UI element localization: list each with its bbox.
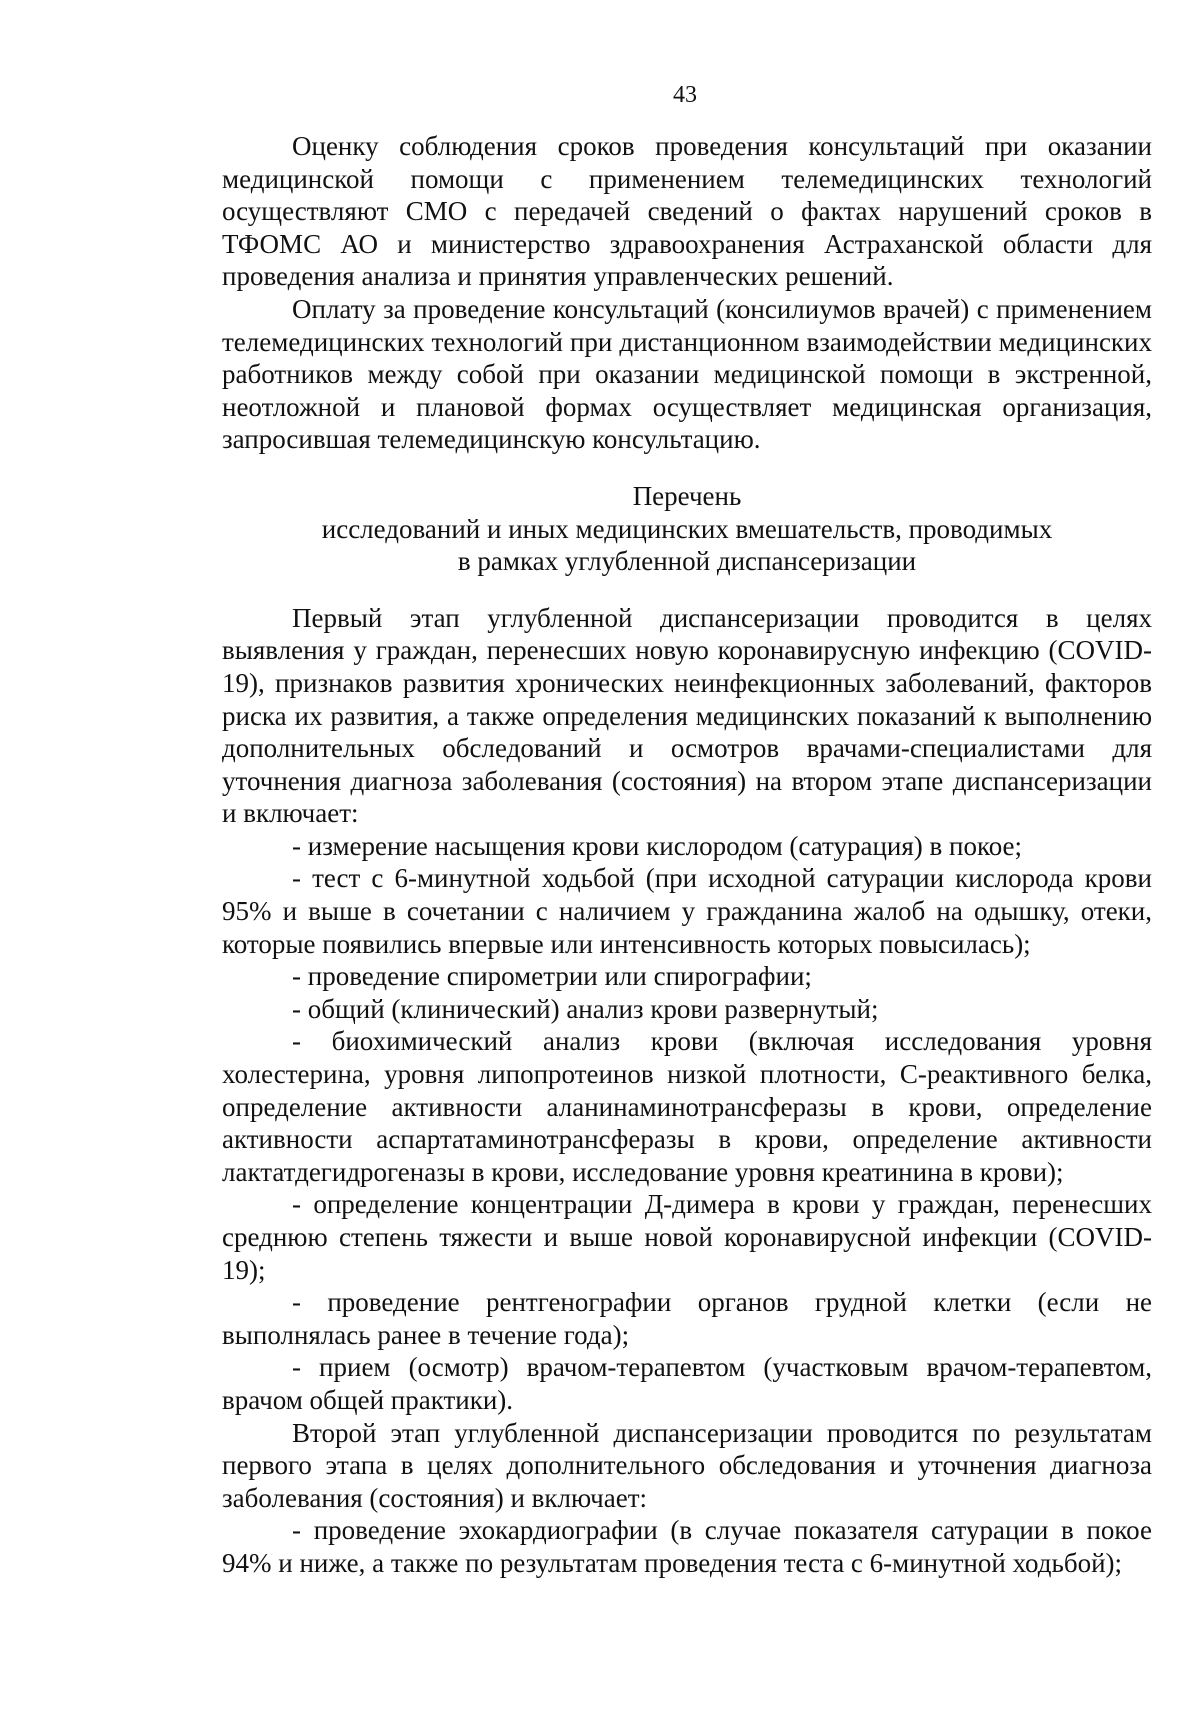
paragraph-consultation-payment: Оплату за проведение консультаций (консилиумов врачей) с применением телемедицинских технологий при дистанционном взаимодействии медицинских работников между собой при оказании медицинской помощи в экстренной, неотложной и плановой формах осуществляет медицинская организация, запросившая телемедицинскую консультацию. [222, 293, 1152, 455]
stage1-item: - тест с 6-минутной ходьбой (при исходной сатурации кислорода крови 95% и выше в сочетании с наличием у гражданина жалоб на одышку, отеки, которые появились впервые или интенсивность которых повысилась); [222, 863, 1152, 959]
stage1-item: - проведение рентгенографии органов грудной клетки (если не выполнялась ранее в течение года); [222, 1287, 1152, 1350]
section-heading [222, 480, 1152, 578]
heading-line-3: в рамках углубленной диспансеризации [457, 546, 917, 577]
stage1-item: - определение концентрации Д-димера в крови у граждан, перенесших среднюю степень тяжести и выше новой коронавирусной инфекции (COVID-19); [222, 1189, 1152, 1285]
stage1-item: - общий (клинический) анализ крови развернутый; [292, 993, 879, 1024]
stage1-item: - измерение насыщения крови кислородом (сатурация) в покое; [292, 830, 1023, 861]
document-body [222, 130, 1152, 1580]
stage2-intro: Второй этап углубленной диспансеризации проводится по результатам первого этапа в целях дополнительного обследования и уточнения диагноза заболевания (состояния) и включает: [222, 1417, 1152, 1513]
stage1-intro: Первый этап углубленной диспансеризации проводится в целях выявления у граждан, перенесших новую коронавирусную инфекцию (COVID-19), признаков развития хронических неинфекционных заболеваний, факторов риска их развития, а также определения медицинских показаний к выполнению дополнительных обследований и осмотров врачами-специалистами для уточнения диагноза заболевания (состояния) на втором этапе диспансеризации и включает: [222, 602, 1152, 829]
heading-line-2: исследований и иных медицинских вмешательств, проводимых [321, 513, 1053, 544]
stage1-item: - прием (осмотр) врачом-терапевтом (участковым врачом-терапевтом, врачом общей практики). [222, 1352, 1152, 1415]
stage2-item: - проведение эхокардиографии (в случае показателя сатурации в покое 94% и ниже, а также по результатам проведения теста с 6-минутной ходьбой); [222, 1515, 1152, 1578]
stage1-item: - биохимический анализ крови (включая исследования уровня холестерина, уровня липопротеинов низкой плотности, С-реактивного белка, определение активности аланинаминотрансферазы в крови, определение активности аспартатаминотрансферазы в крови, определение активности лактатдегидрогеназы в крови, исследование уровня креатинина в крови); [222, 1026, 1152, 1187]
stage1-item: - проведение спирометрии или спирографии; [292, 961, 812, 992]
page-number: 43 [673, 82, 697, 108]
paragraph-consultation-deadlines: Оценку соблюдения сроков проведения консультаций при оказании медицинской помощи с применением телемедицинских технологий осуществляют СМО с передачей сведений о фактах нарушений сроков в ТФОМС АО и министерство здравоохранения Астраханской области для проведения анализа и принятия управленческих решений. [222, 131, 1152, 292]
heading-line-1: Перечень [632, 480, 742, 511]
